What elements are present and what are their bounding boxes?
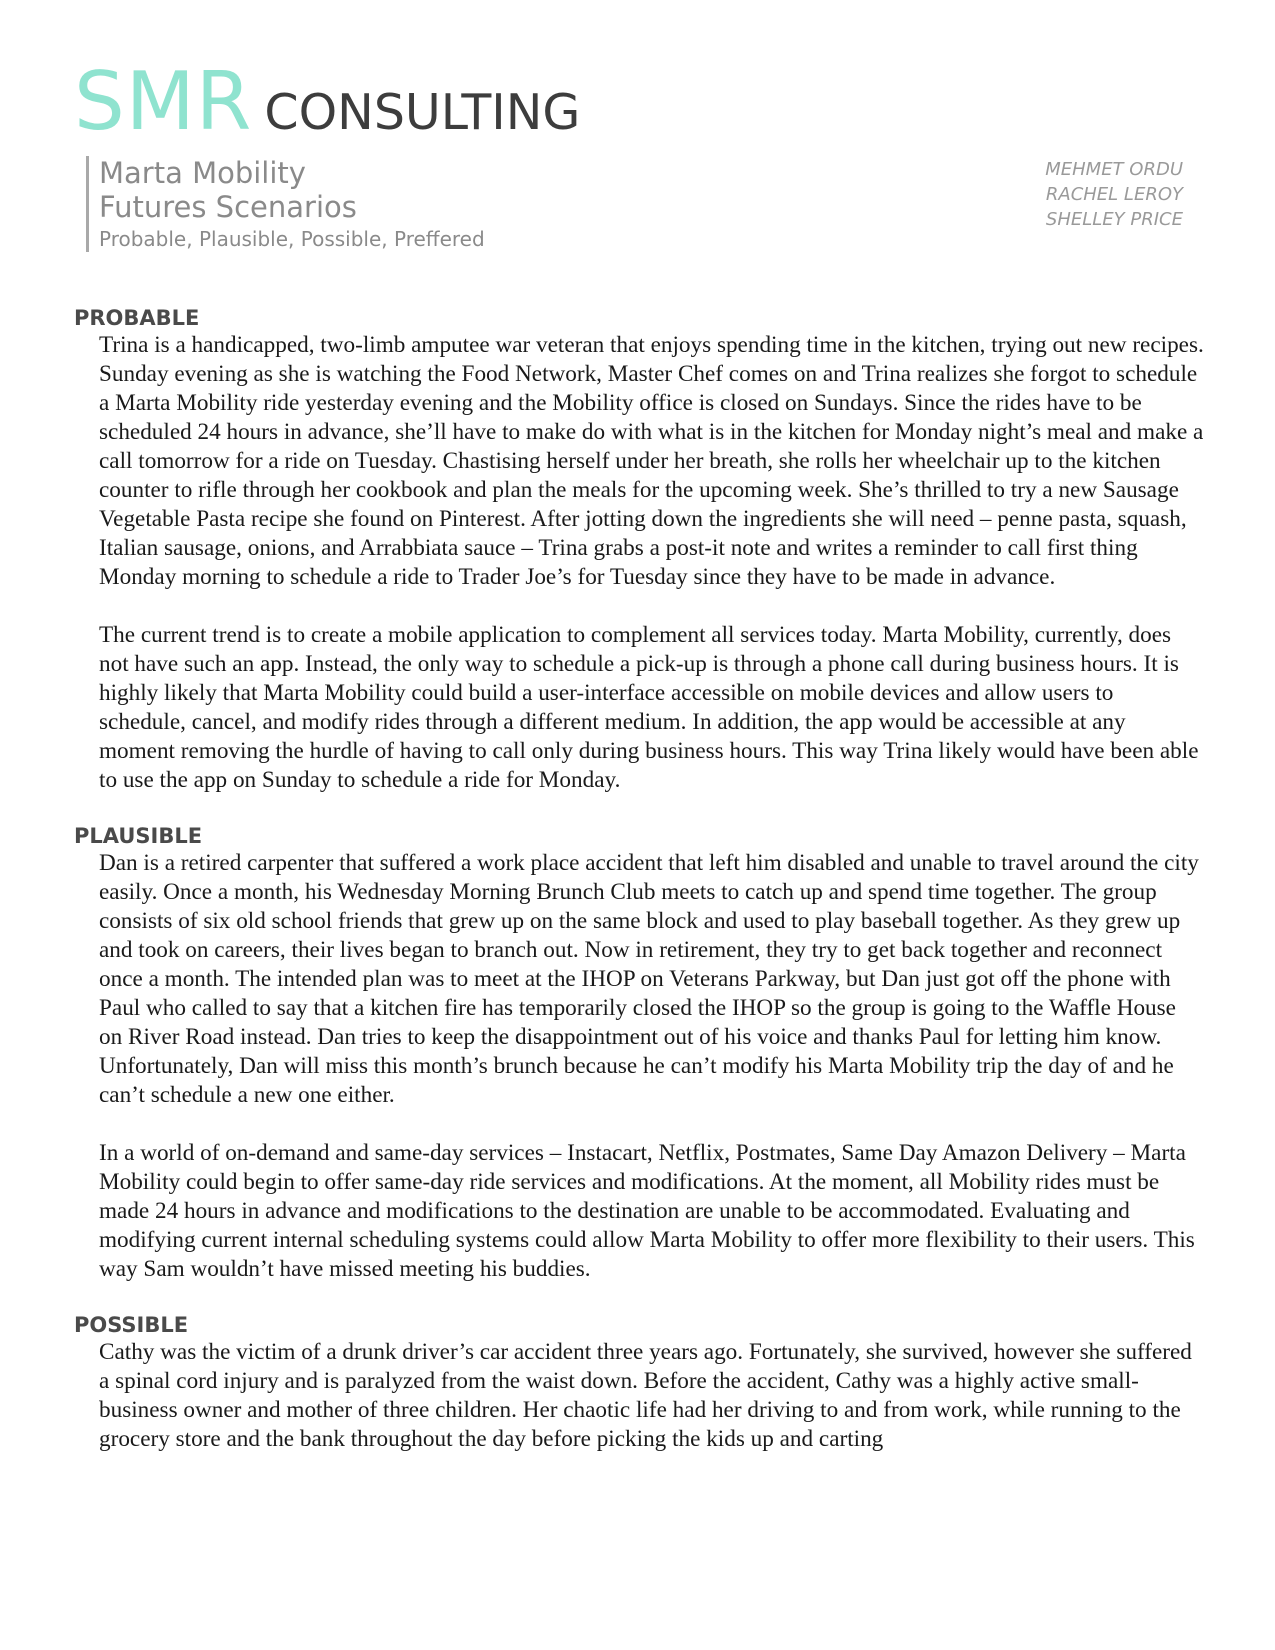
paragraph: Dan is a retired carpenter that suffered a work place accident that left him disabled and unable to travel around the city easily. Once a month, his Wednesday Morning Brunch Club meets to catch up and spend time together. The group consists of six old school friends that grew up on the same block and used to play baseball together. As they grew up and took on careers, their lives began to branch out. Now in retirement, they try to get back together and reconnect once a month. The intended plan was to meet at the IHOP on Veterans Parkway, but Dan just got off the phone with Paul who called to say that a kitchen fire has temporarily closed the IHOP so the group is going to the Waffle House on River Road instead. Dan tries to keep the disappointment out of his voice and thanks Paul for letting him know. Unfortunately, Dan will miss this month’s brunch because he can’t modify his Marta Mobility trip the day of and he can’t schedule a new one either. <box>99 850 1199 1108</box>
paragraph: The current trend is to create a mobile application to complement all services today. Marta Mobility, currently, does not have such an app. Instead, the only way to schedule a pick-up is through a phone call during business hours. It is highly likely that Marta Mobility could build a user-interface accessible on mobile devices and allow users to schedule, cancel, and modify rides through a different medium. In addition, the app would be accessible at any moment removing the hurdle of having to call only during business hours. This way Trina likely would have been able to use the app on Sunday to schedule a ride for Monday. <box>99 622 1199 793</box>
logo-smr-text: SMR <box>74 55 253 148</box>
logo-consulting-text: CONSULTING <box>264 84 581 141</box>
paragraph: Trina is a handicapped, two-limb amputee war veteran that enjoys spending time in the kitchen, trying out new recipes. Sunday evening as she is watching the Food Network, Master Chef comes on and Trina realizes she forgot to schedule a Marta Mobility ride yesterday evening and the Mobility office is closed on Sundays. Since the rides have to be scheduled 24 hours in advance, she’ll have to make do with what is in the kitchen for Monday night’s meal and make a call tomorrow for a ride on Tuesday. Chastising herself under her breath, she rolls her wheelchair up to the kitchen counter to rifle through her cookbook and plan the meals for the upcoming week. She’s thrilled to try a new Sausage Vegetable Pasta recipe she found on Pinterest. After jotting down the ingredients she will need – penne pasta, squash, Italian sausage, onions, and Arrabbiata sauce – Trina grabs a post-it note and writes a reminder to call first thing Monday morning to schedule a ride to Trader Joe’s for Tuesday since they have to be made in advance. <box>99 332 1204 590</box>
paragraph: In a world of on-demand and same-day services – Instacart, Netflix, Postmates, Same Day Amazon Delivery – Marta Mobility could begin to offer same-day ride services and modifications. At the moment, all Mobility rides must be made 24 hours in advance and modifications to the destination are unable to be accommodated. Evaluating and modifying current internal scheduling systems could allow Marta Mobility to offer more flexibility to their users. This way Sam wouldn’t have missed meeting his buddies. <box>99 1140 1195 1282</box>
subtitle-tagline: Probable, Plausible, Possible, Preffered <box>99 227 485 251</box>
subtitle-line-2: Futures Scenarios <box>99 190 357 224</box>
author-name: RACHEL LEROY <box>1045 184 1183 205</box>
section-title-plausible: PLAUSIBLE <box>74 824 203 848</box>
section-title-possible: POSSIBLE <box>74 1313 189 1337</box>
document-body <box>74 305 1204 1454</box>
author-name: SHELLEY PRICE <box>1045 209 1183 230</box>
author-list <box>1045 157 1183 232</box>
section-title-probable: PROBABLE <box>74 306 200 330</box>
subtitle-line-1: Marta Mobility <box>99 156 306 190</box>
author-name: MEHMET ORDU <box>1045 159 1183 180</box>
document-subtitle <box>86 156 485 252</box>
company-logo <box>74 55 581 148</box>
paragraph: Cathy was the victim of a drunk driver’s car accident three years ago. Fortunately, she survived, however she suffered a spinal cord injury and is paralyzed from the waist down. Before the accident, Cathy was a highly active small-business owner and mother of three children. Her chaotic life had her driving to and from work, while running to the grocery store and the bank throughout the day before picking the kids up and carting <box>99 1339 1192 1452</box>
